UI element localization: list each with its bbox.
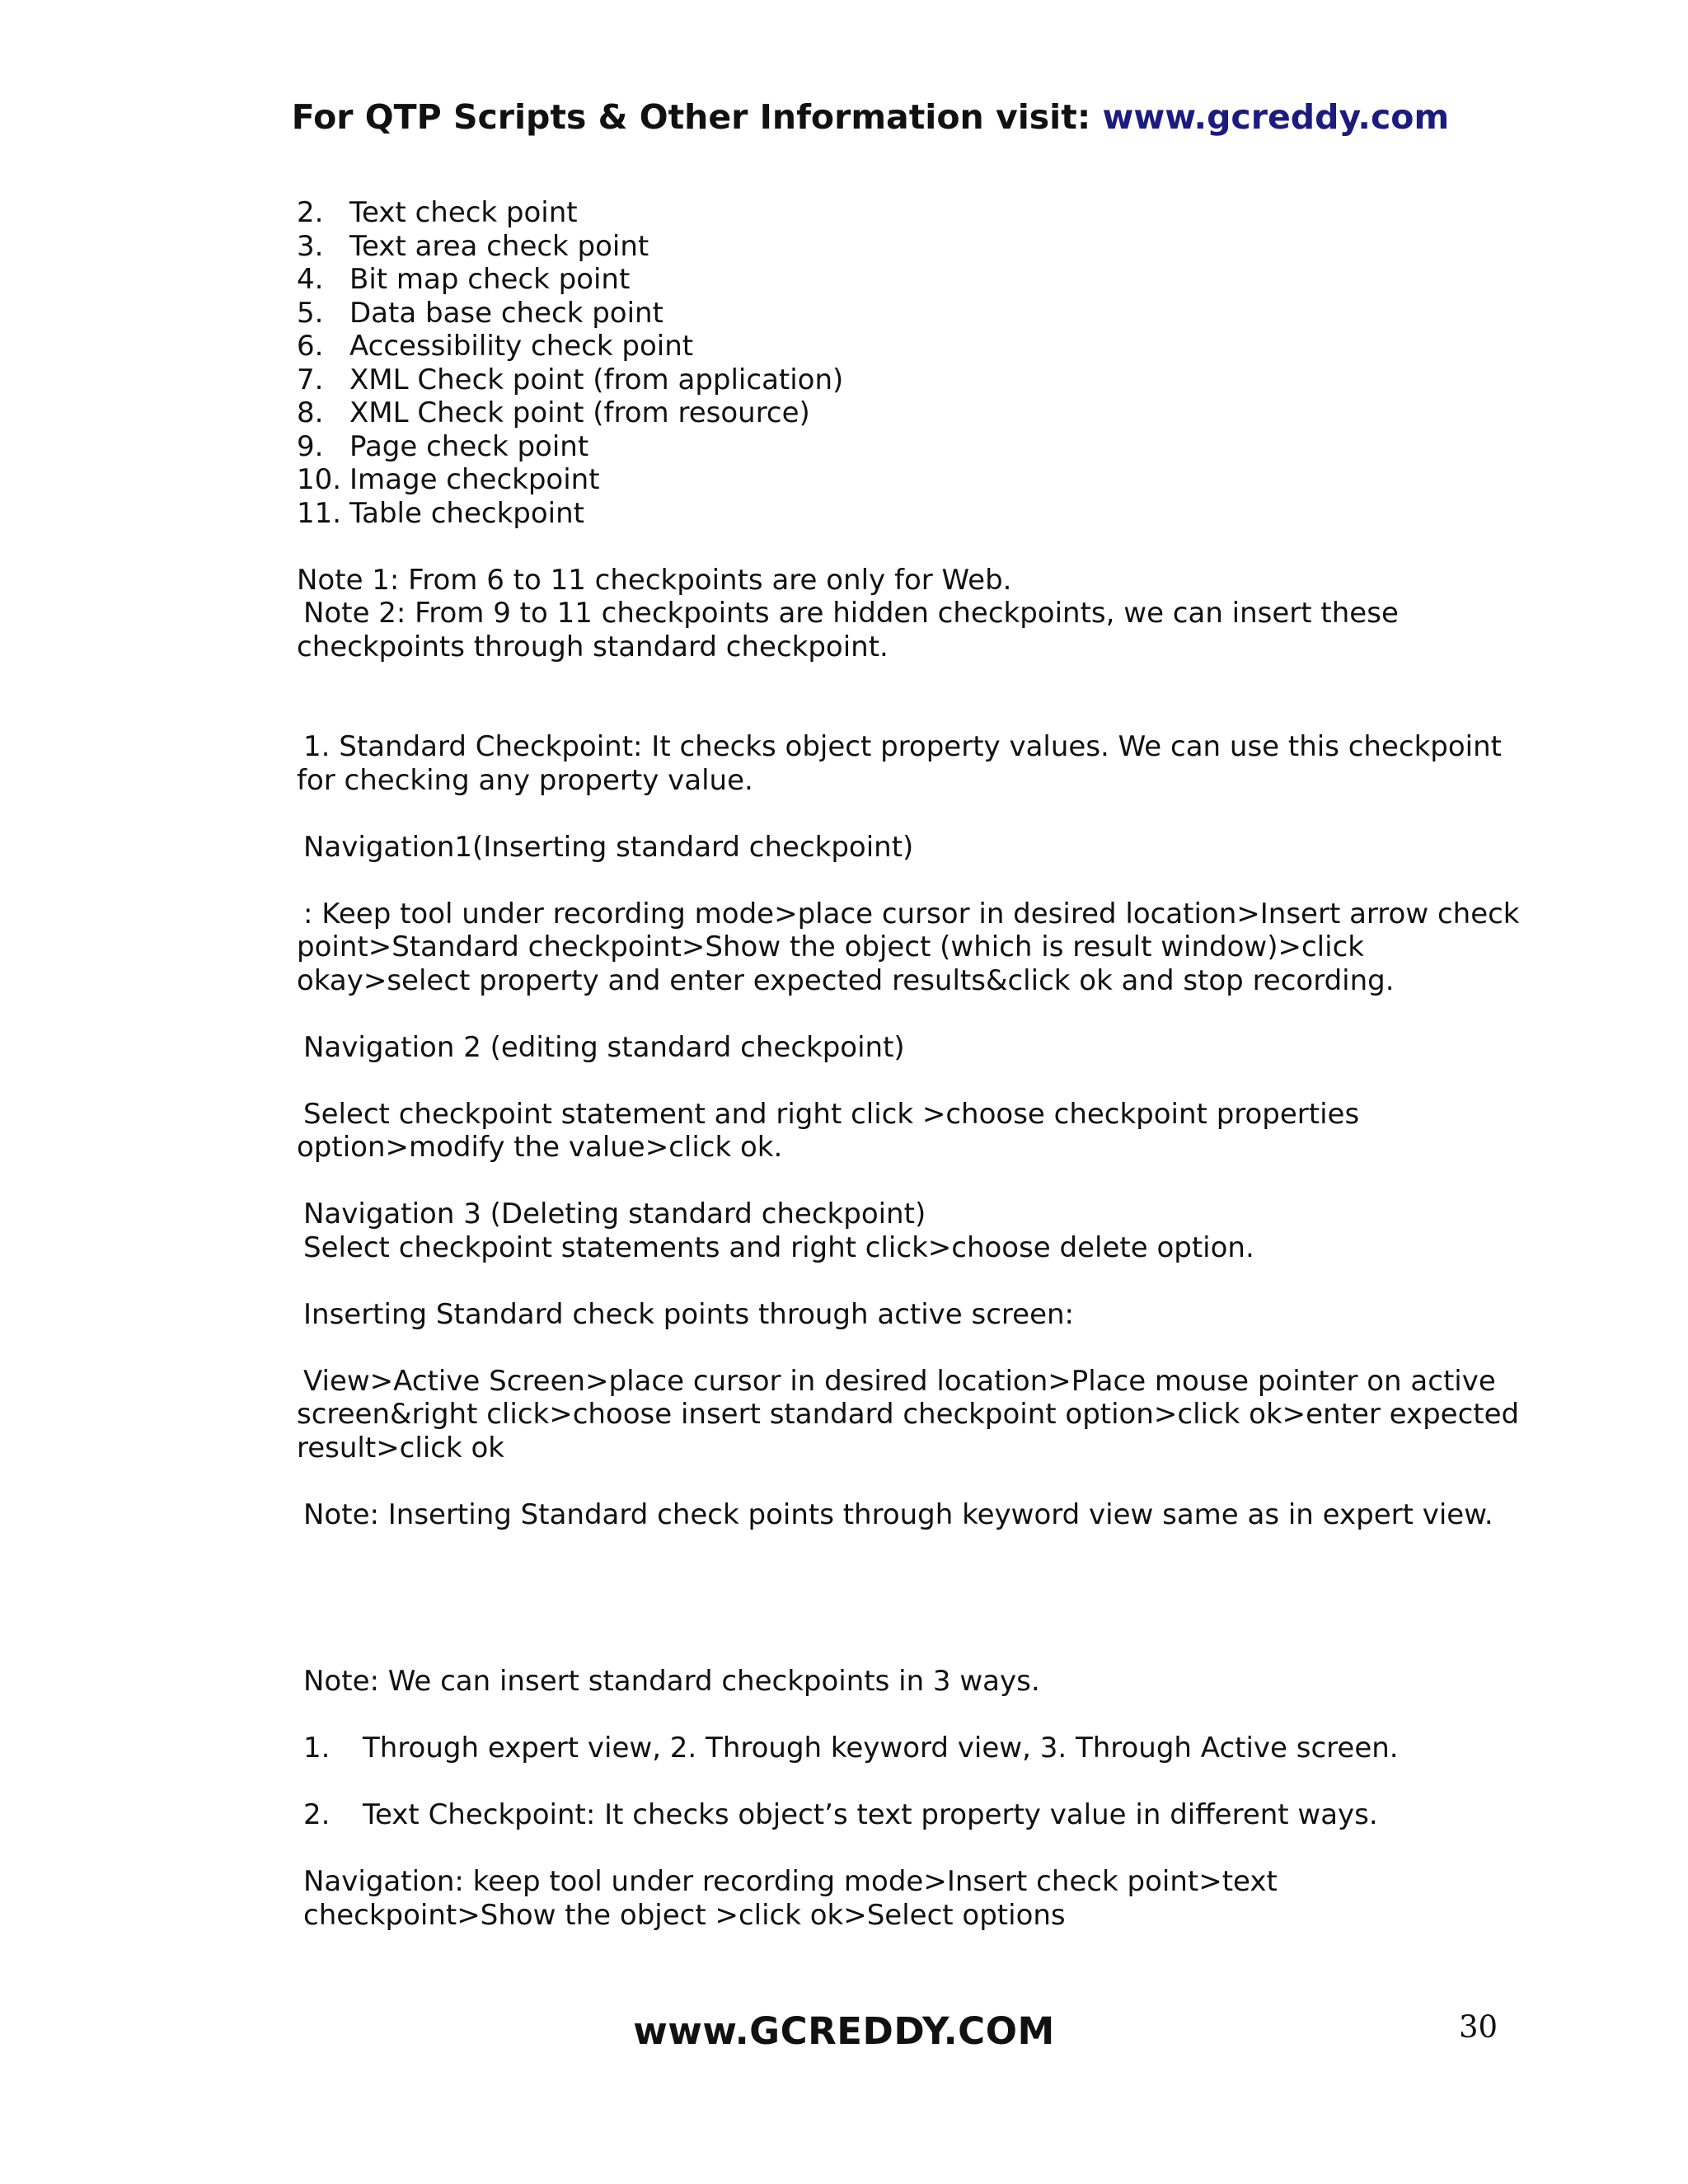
navigation-2-line-1: Select checkpoint statement and right click >choose checkpoint properties xyxy=(303,1097,1360,1131)
navigation-2-title: Navigation 2 (editing standard checkpoint) xyxy=(303,1030,905,1064)
list-item: 7. XML Check point (from application) xyxy=(297,363,844,396)
note-2-line-2: checkpoints through standard checkpoint. xyxy=(297,630,889,663)
standard-checkpoint-line-1: 1. Standard Checkpoint: It checks object property values. We can use this checkpoint xyxy=(303,730,1502,763)
page-footer: www.GCREDDY.COM xyxy=(633,2009,1055,2053)
list-item: 8. XML Check point (from resource) xyxy=(297,396,810,429)
navigation-1-line-2: point>Standard checkpoint>Show the object (which is result window)>click xyxy=(297,930,1364,963)
page-number: 30 xyxy=(1459,2009,1498,2045)
active-screen-line-1: View>Active Screen>place cursor in desired location>Place mouse pointer on active xyxy=(303,1364,1496,1398)
list-item: 3. Text area check point xyxy=(297,229,649,263)
header-website-link[interactable]: www.gcreddy.com xyxy=(1102,97,1450,137)
page-header xyxy=(0,97,1688,137)
text-navigation-line-2: checkpoint>Show the object >click ok>Select options xyxy=(303,1898,1066,1932)
list-item: 6. Accessibility check point xyxy=(297,330,694,363)
standard-checkpoint-line-2: for checking any property value. xyxy=(297,763,753,797)
navigation-1-title: Navigation1(Inserting standard checkpoint) xyxy=(303,830,914,864)
navigation-2-line-2: option>modify the value>click ok. xyxy=(297,1131,783,1164)
header-prefix: For QTP Scripts & Other Information visit: xyxy=(291,97,1103,137)
navigation-3-line-1: Select checkpoint statements and right click>choose delete option. xyxy=(303,1230,1254,1264)
active-screen-line-2: screen&right click>choose insert standard checkpoint option>click ok>enter expected xyxy=(297,1398,1520,1431)
text-checkpoint-item: 2. Text Checkpoint: It checks object’s text property value in different ways. xyxy=(303,1798,1378,1831)
note-three-ways: Note: We can insert standard checkpoints in 3 ways. xyxy=(303,1665,1040,1698)
list-item: 4. Bit map check point xyxy=(297,263,631,296)
list-item: 5. Data base check point xyxy=(297,296,663,330)
list-item: 9. Page check point xyxy=(297,429,589,463)
list-item: 2. Text check point xyxy=(297,196,578,229)
note-2-line-1: Note 2: From 9 to 11 checkpoints are hidden checkpoints, we can insert these xyxy=(303,597,1399,630)
navigation-1-line-3: okay>select property and enter expected results&click ok and stop recording. xyxy=(297,963,1395,997)
ways-list-item: 1. Through expert view, 2. Through keyword view, 3. Through Active screen. xyxy=(303,1732,1399,1765)
active-screen-title: Inserting Standard check points through active screen: xyxy=(303,1297,1074,1331)
navigation-3-title: Navigation 3 (Deleting standard checkpoint) xyxy=(303,1197,926,1230)
navigation-1-line-1: : Keep tool under recording mode>place cursor in desired location>Insert arrow check xyxy=(303,897,1520,930)
checkpoint-list xyxy=(297,196,1550,530)
note-keyword-view: Note: Inserting Standard check points through keyword view same as in expert view. xyxy=(303,1497,1493,1531)
document-body xyxy=(297,196,1550,1932)
list-item: 10. Image checkpoint xyxy=(297,463,600,496)
text-navigation-line-1: Navigation: keep tool under recording mode>Insert check point>text xyxy=(303,1865,1278,1898)
active-screen-line-3: result>click ok xyxy=(297,1431,504,1465)
note-1: Note 1: From 6 to 11 checkpoints are only for Web. xyxy=(297,563,1012,597)
list-item: 11. Table checkpoint xyxy=(297,496,584,530)
